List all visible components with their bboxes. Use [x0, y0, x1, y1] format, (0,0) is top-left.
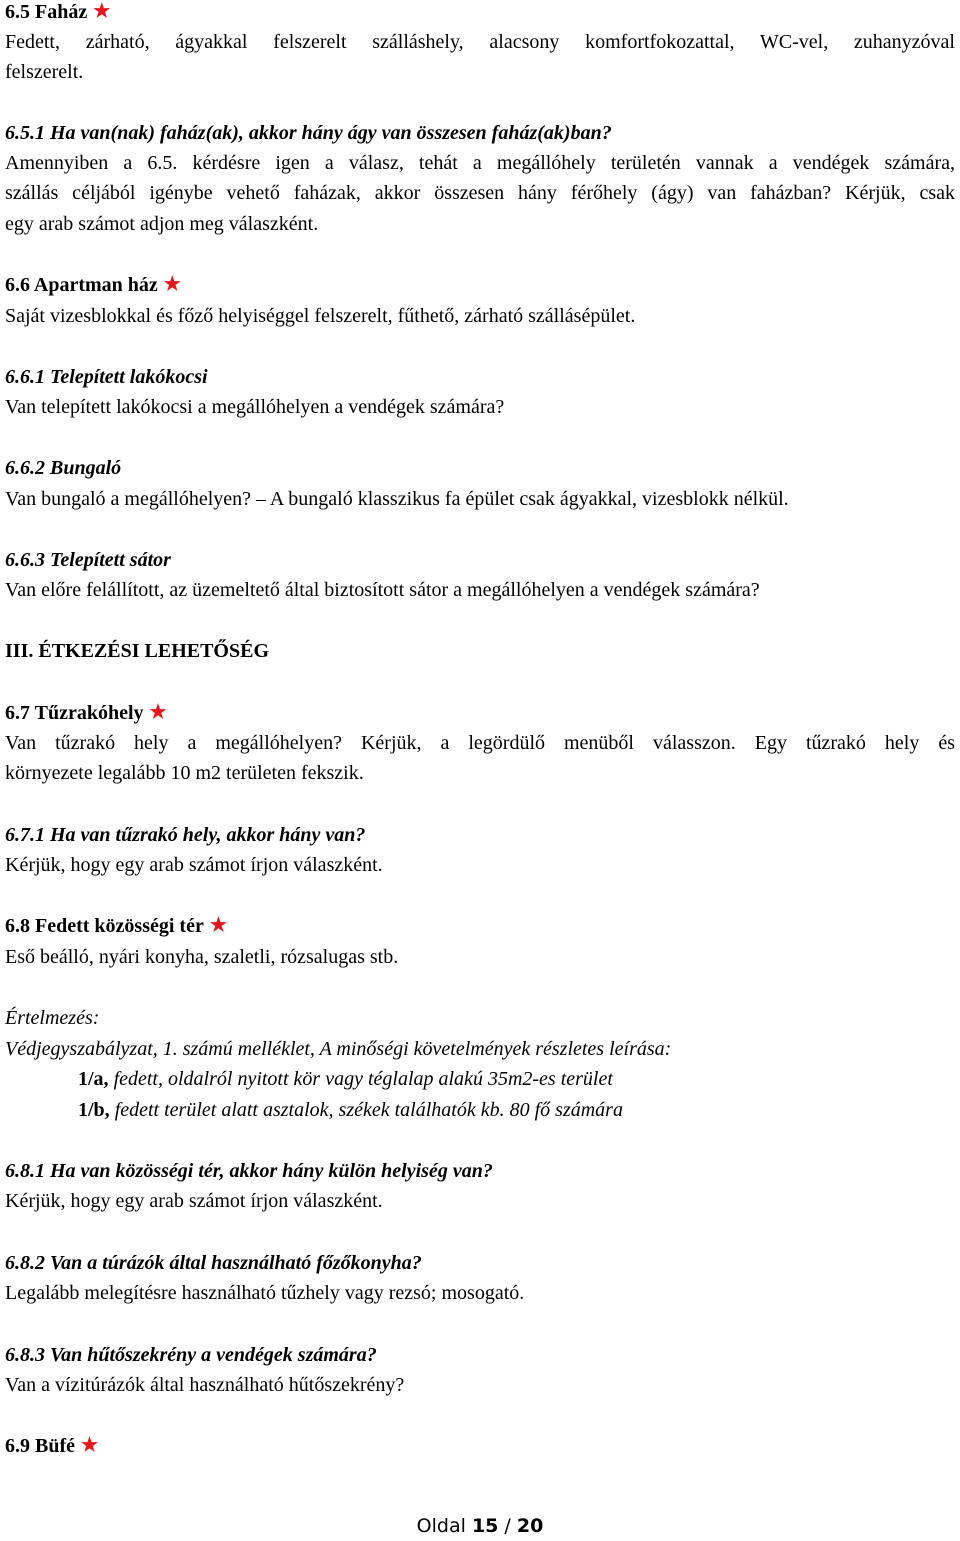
text-6-5-1-line3: egy arab számot adjon meg válaszként. — [5, 213, 319, 235]
required-star-icon: ★ — [163, 274, 181, 295]
text-6-8-2: Legalább melegítésre használható tűzhely vagy rezsó; mosogató. — [5, 1282, 525, 1304]
text-6-6-2: Van bungaló a megállóhelyen? – A bungaló klasszikus fa épület csak ágyakkal, vizesblokk nélkül. — [5, 488, 789, 510]
footer-total-pages: 20 — [516, 1515, 544, 1537]
heading-6-6-text: 6.6 Apartman ház — [5, 274, 158, 296]
page-footer — [0, 1514, 960, 1538]
item-code-1b: 1/b, — [78, 1099, 110, 1121]
text-6-7-line1-span: Van tűzrakó hely a megállóhelyen? Kérjük, a legördülő menüből válasszon. Egy tűzrakó hely és — [5, 732, 955, 754]
heading-6-5-1: 6.5.1 Ha van(nak) faház(ak), akkor hány ágy van összesen faház(ak)ban? — [5, 122, 612, 144]
interpretation-item-1a — [78, 1067, 613, 1091]
text-6-5-line1 — [5, 30, 955, 54]
heading-6-5 — [5, 0, 110, 25]
text-6-7-1: Kérjük, hogy egy arab számot írjon válaszként. — [5, 854, 383, 876]
item-text-1a: fedett, oldalról nyitott kör vagy téglalap alakú 35m2-es terület — [108, 1068, 613, 1090]
heading-6-7-text: 6.7 Tűzrakóhely — [5, 702, 144, 724]
heading-6-7-1: 6.7.1 Ha van tűzrakó hely, akkor hány van? — [5, 824, 366, 846]
heading-6-7 — [5, 701, 167, 726]
heading-6-8-3: 6.8.3 Van hűtőszekrény a vendégek számára? — [5, 1344, 377, 1366]
interpretation-label: Értelmezés: — [5, 1007, 100, 1029]
item-text-1b: fedett terület alatt asztalok, székek találhatók kb. 80 fő számára — [109, 1099, 623, 1121]
interpretation-item-1b — [78, 1098, 623, 1122]
required-star-icon: ★ — [209, 915, 227, 936]
heading-6-8-text: 6.8 Fedett közösségi tér — [5, 915, 204, 937]
required-star-icon: ★ — [93, 1, 111, 22]
text-6-6: Saját vizesblokkal és főző helyiséggel felszerelt, fűthető, zárható szállásépület. — [5, 305, 636, 327]
heading-6-8 — [5, 914, 227, 939]
heading-6-5-text: 6.5 Faház — [5, 1, 88, 23]
heading-6-6 — [5, 273, 181, 298]
section-heading-III: III. ÉTKEZÉSI LEHETŐSÉG — [5, 640, 270, 662]
required-star-icon: ★ — [81, 1435, 99, 1456]
footer-separator: / — [498, 1515, 517, 1537]
heading-6-9-text: 6.9 Büfé — [5, 1435, 75, 1457]
heading-6-6-1: 6.6.1 Telepített lakókocsi — [5, 366, 208, 388]
text-6-5-1-line1-span: Amennyiben a 6.5. kérdésre igen a válasz, tehát a megállóhely területén vannak a vendégek számára, — [5, 152, 955, 174]
text-6-6-3: Van előre felállított, az üzemeltető által biztosított sátor a megállóhelyen a vendégek számára? — [5, 579, 760, 601]
heading-6-9 — [5, 1434, 98, 1459]
interpretation-source: Védjegyszabályzat, 1. számú melléklet, A minőségi követelmények részletes leírása: — [5, 1038, 672, 1060]
text-6-7-line2: környezete legalább 10 m2 területen fekszik. — [5, 762, 364, 784]
text-6-5-1-line1 — [5, 151, 955, 175]
heading-6-6-3: 6.6.3 Telepített sátor — [5, 549, 171, 571]
text-6-8-1: Kérjük, hogy egy arab számot írjon válaszként. — [5, 1190, 383, 1212]
heading-6-6-2: 6.6.2 Bungaló — [5, 457, 122, 479]
text-6-5-line2: felszerelt. — [5, 61, 84, 83]
text-6-6-1: Van telepített lakókocsi a megállóhelyen a vendégek számára? — [5, 396, 505, 418]
required-star-icon: ★ — [149, 702, 167, 723]
text-6-5-1-line2-span: szállás céljából igénybe vehető faházak, akkor összesen hány férőhely (ágy) van faházban? Kérjük, csak — [5, 182, 955, 204]
text-6-8: Eső beálló, nyári konyha, szaletli, rózsalugas stb. — [5, 946, 399, 968]
text-6-5-1-line2 — [5, 181, 955, 205]
text-6-8-3: Van a vízitúrázók által használható hűtőszekrény? — [5, 1374, 405, 1396]
text-6-7-line1 — [5, 731, 955, 755]
footer-prefix: Oldal — [416, 1515, 472, 1537]
footer-current-page: 15 — [471, 1515, 499, 1537]
text-6-5-line1-span: Fedett, zárható, ágyakkal felszerelt szálláshely, alacsony komfortfokozattal, WC-vel, zuhanyzóval — [5, 31, 955, 53]
heading-6-8-2: 6.8.2 Van a túrázók által használható főzőkonyha? — [5, 1252, 422, 1274]
heading-6-8-1: 6.8.1 Ha van közösségi tér, akkor hány külön helyiség van? — [5, 1160, 493, 1182]
item-code-1a: 1/a, — [78, 1068, 109, 1090]
